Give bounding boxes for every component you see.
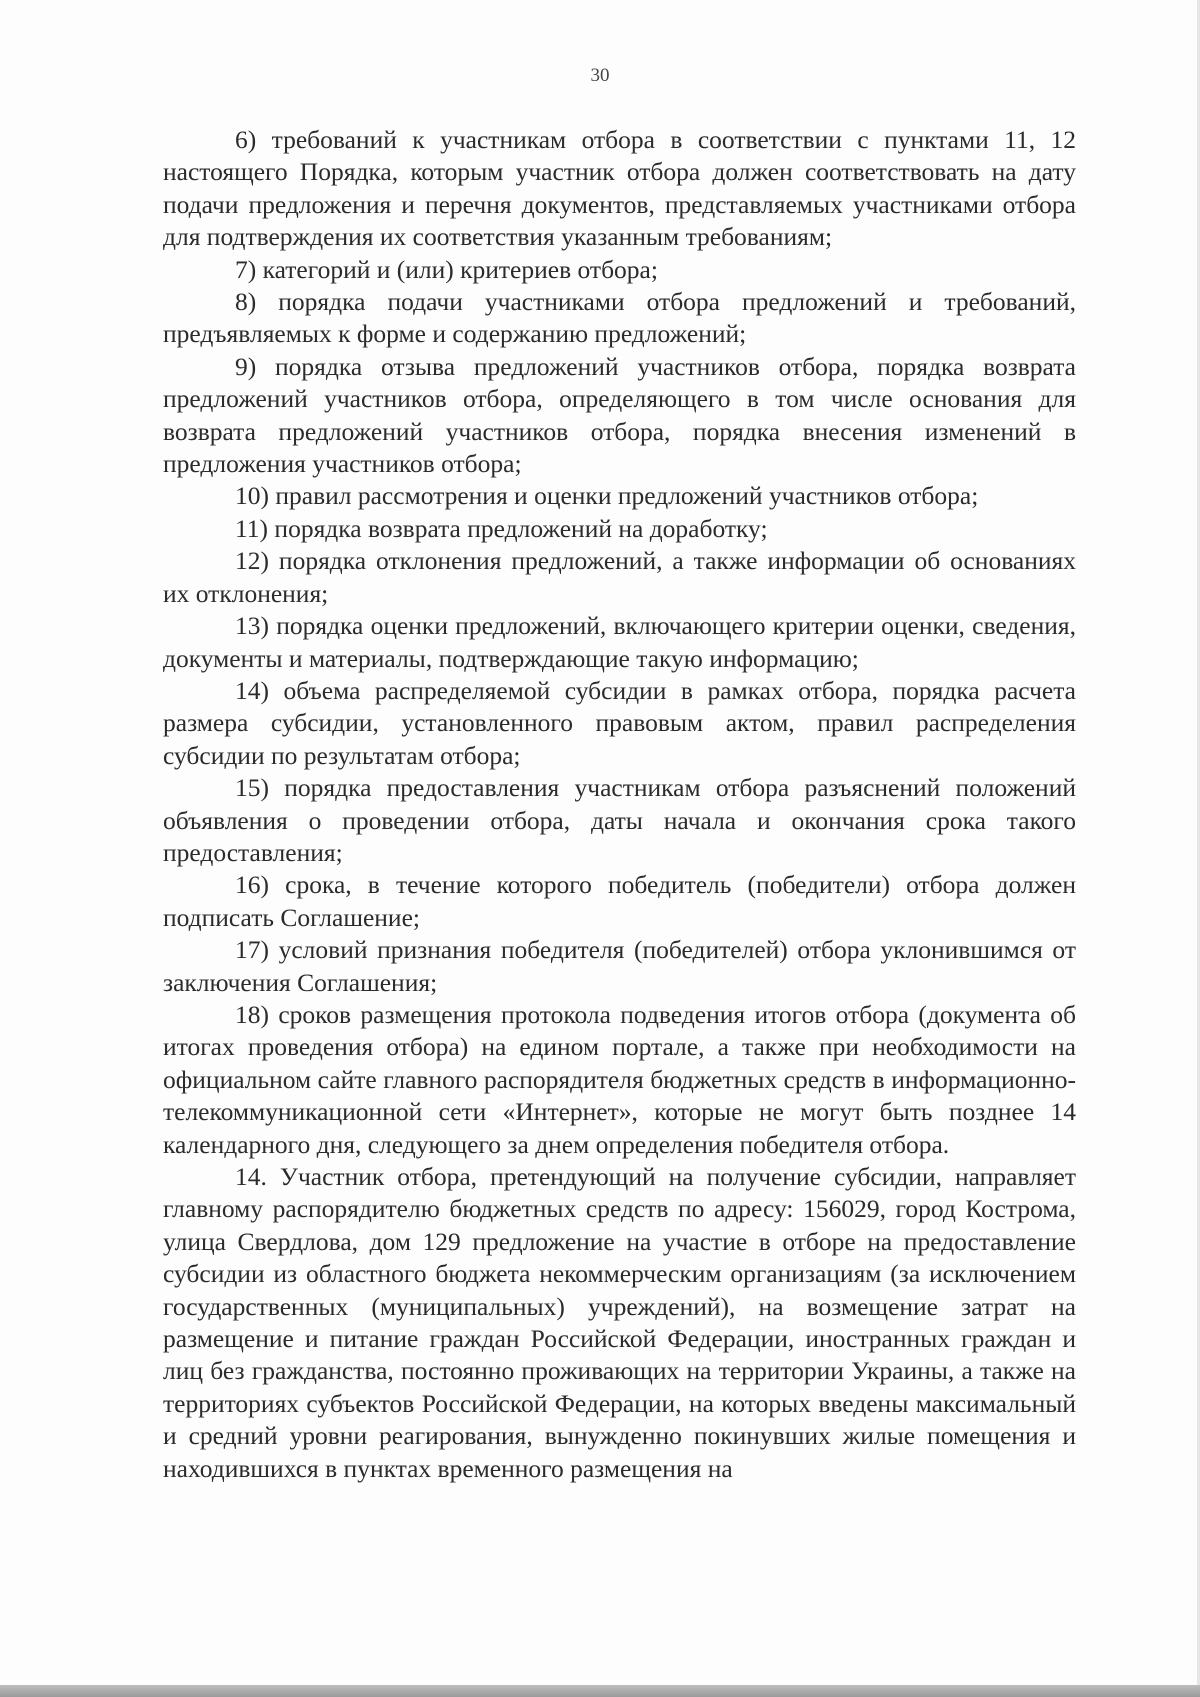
- paragraph-item-14: 14) объема распределяемой субсидии в рамках отбора, порядка расчета размера субсидии, установленного правовым актом, правил распределения субсидии по результатам отбора;: [163, 675, 1076, 770]
- paragraph-item-12: 12) порядка отклонения предложений, а также информации об основаниях их отклонения;: [163, 546, 1076, 608]
- paragraph-item-13: 13) порядка оценки предложений, включающего критерии оценки, сведения, документы и материалы, подтверждающие такую информацию;: [163, 611, 1076, 673]
- paragraph-item-6: 6) требований к участникам отбора в соответствии с пунктами 11, 12 настоящего Порядка, которым участник отбора должен соответствовать на дату подачи предложения и перечня документов, представляемых участниками отбора для подтверждения их соответствия указанным требованиям;: [163, 125, 1076, 252]
- paragraph-item-7: 7) категорий и (или) критериев отбора;: [235, 254, 658, 284]
- page-body: [163, 124, 1076, 1485]
- paragraph-item-8: 8) порядка подачи участниками отбора предложений и требований, предъявляемых к форме и содержанию предложений;: [163, 287, 1076, 349]
- paragraph-clause-14: 14. Участник отбора, претендующий на получение субсидии, направляет главному распорядителю бюджетных средств по адресу: 156029, город Кострома, улица Свердлова, дом 129 предложение на участие в отборе на предоставление субсидии из областного бюджета некоммерческим организациям (за исключением государственных (муниципальных) учреждений), на возмещение затрат на размещение и питание граждан Российской Федерации, иностранных граждан и лиц без гражданства, постоянно проживающих на территории Украины, а также на территориях субъектов Российской Федерации, на которых введены максимальный и средний уровни реагирования, вынужденно покинувших жилые помещения и находившихся в пунктах временного размещения на: [163, 1162, 1076, 1483]
- paragraph-item-10: 10) правил рассмотрения и оценки предложений участников отбора;: [235, 481, 979, 511]
- paragraph-item-17: 17) условий признания победителя (победителей) отбора уклонившимся от заключения Соглашения;: [163, 935, 1076, 997]
- paragraph-item-18: 18) сроков размещения протокола подведения итогов отбора (документа об итогах проведения отбора) на едином портале, а также при необходимости на официальном сайте главного распорядителя бюджетных средств в информационно-телекоммуникационной сети «Интернет», которые не могут быть позднее 14 календарного дня, следующего за днем определения победителя отбора.: [163, 999, 1076, 1159]
- paragraph-item-9: 9) порядка отзыва предложений участников отбора, порядка возврата предложений участников отбора, определяющего в том числе основания для возврата предложений участников отбора, порядка внесения изменений в предложения участников отбора;: [163, 351, 1076, 479]
- scan-bottom-edge: [0, 1685, 1200, 1697]
- page-number: 30: [590, 65, 610, 86]
- paragraph-item-15: 15) порядка предоставления участникам отбора разъяснений положений объявления о проведении отбора, даты начала и окончания срока такого предоставления;: [163, 773, 1076, 867]
- paragraph-item-11: 11) порядка возврата предложений на доработку;: [235, 513, 768, 543]
- paragraph-item-16: 16) срока, в течение которого победитель (победители) отбора должен подписать Соглашение;: [163, 870, 1076, 932]
